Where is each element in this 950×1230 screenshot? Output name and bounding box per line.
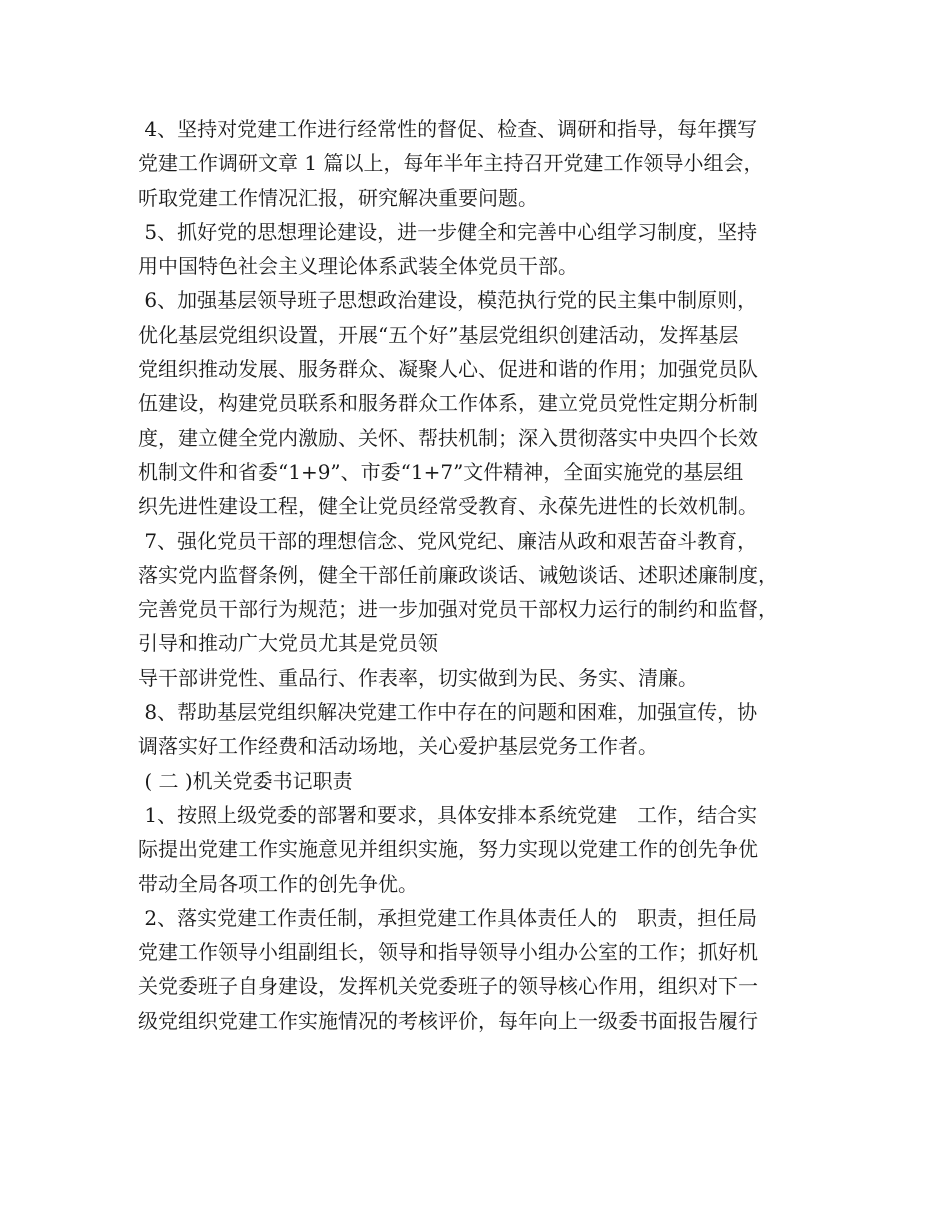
document-text-line: 听取党建工作情况汇报，研究解决重要问题。 [138, 185, 538, 210]
document-text-line: 度，建立健全党内激励、关怀、帮扶机制；深入贯彻落实中央四个长效 [138, 425, 758, 450]
document-text-line: 引导和推动广大党员尤其是党员领 [138, 631, 438, 656]
document-text-line: 优化基层党组织设置，开展“五个好”基层党组织创建活动，发挥基层 [138, 322, 739, 347]
document-text-line: 伍建设，构建党员联系和服务群众工作体系，建立党员党性定期分析制 [138, 391, 758, 416]
document-text-line: 织先进性建设工程，健全让党员经常受教育、永葆先进性的长效机制。 [138, 494, 758, 519]
document-text-line: 5、抓好党的思想理论建设，进一步健全和完善中心组学习制度，坚持 [138, 219, 758, 244]
document-text-line: 级党组织党建工作实施情况的考核评价，每年向上一级委书面报告履行 [138, 1008, 758, 1033]
document-text-line: 用中国特色社会主义理论体系武装全体党员干部。 [138, 254, 578, 279]
document-text-line: 带动全局各项工作的创先争优。 [138, 871, 418, 896]
document-text-line: 1、按照上级党委的部署和要求，具体安排本系统党建 工作，结合实 [138, 802, 758, 827]
document-text-line: 党建工作领导小组副组长，领导和指导领导小组办公室的工作；抓好机 [138, 940, 758, 965]
document-text-line: 6、加强基层领导班子思想政治建设，模范执行党的民主集中制原则， [138, 288, 758, 313]
document-text-line: 党组织推动发展、服务群众、凝聚人心、促进和谐的作用；加强党员队 [138, 357, 758, 382]
document-text-line: 2、落实党建工作责任制，承担党建工作具体责任人的 职责，担任局 [138, 905, 758, 930]
document-text-line: 完善党员干部行为规范；进一步加强对党员干部权力运行的制约和监督， [138, 597, 778, 622]
document-text-line: 7、强化党员干部的理想信念、党风党纪、廉洁从政和艰苦奋斗教育， [138, 528, 758, 553]
document-text-line: ( 二 )机关党委书记职责 [138, 768, 353, 793]
document-text-line: 关党委班子自身建设，发挥机关党委班子的领导核心作用，组织对下一 [138, 974, 758, 999]
document-text-line: 落实党内监督条例，健全干部任前廉政谈话、诫勉谈话、述职述廉制度， [138, 562, 778, 587]
document-body [138, 112, 838, 1038]
document-text-line: 际提出党建工作实施意见并组织实施，努力实现以党建工作的创先争优 [138, 837, 758, 862]
document-text-line: 党建工作调研文章 1 篇以上，每年半年主持召开党建工作领导小组会， [138, 151, 764, 176]
document-text-line: 4、坚持对党建工作进行经常性的督促、检查、调研和指导，每年撰写 [138, 117, 758, 141]
document-text-line: 机制文件和省委“1+9”、市委“1+7”文件精神，全面实施党的基层组 [138, 459, 744, 484]
document-text-line: 8、帮助基层党组织解决党建工作中存在的问题和困难，加强宣传，协 [138, 700, 758, 725]
document-text-line: 调落实好工作经费和活动场地，关心爱护基层党务工作者。 [138, 734, 658, 759]
document-text-line: 导干部讲党性、重品行、作表率，切实做到为民、务实、清廉。 [138, 665, 698, 690]
